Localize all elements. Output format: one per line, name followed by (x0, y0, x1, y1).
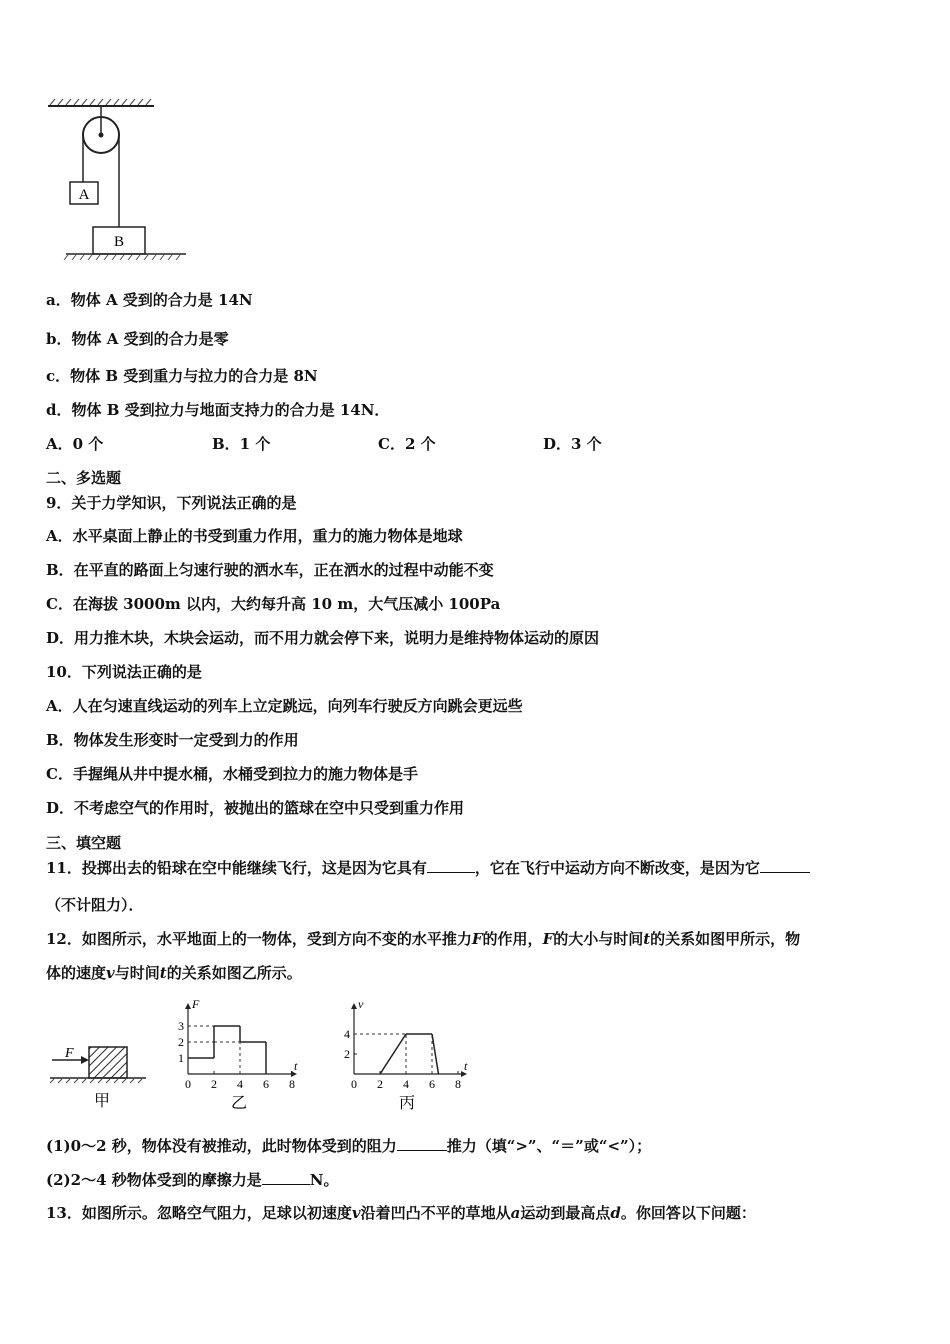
y-tick-label: 3 (178, 1019, 184, 1033)
q9-option-d[interactable]: D．用力推木块，木块会运动，而不用力就会停下来，说明力是维持物体运动的原因 (46, 629, 600, 647)
figure-caption: 乙 (230, 1095, 248, 1112)
q8-statement-d: d．物体 B 受到拉力与地面支持力的合力是 14N． (46, 401, 390, 419)
x-tick-label: 8 (455, 1077, 461, 1091)
y-axis-arrow (185, 1003, 191, 1009)
figure-caption: 丙 (398, 1095, 416, 1112)
x-tick-label: 4 (237, 1077, 243, 1091)
y-tick-label: 2 (178, 1035, 184, 1049)
velocity-time-graph (336, 1000, 476, 1116)
q10-stem: 10．下列说法正确的是 (46, 663, 202, 681)
x-tick-label: 8 (289, 1077, 295, 1091)
q8-option-d[interactable]: D．3 个 (543, 435, 602, 453)
q8-statement-a: a．物体 A 受到的合力是 14N (46, 291, 253, 309)
y-tick-label: 1 (178, 1051, 184, 1065)
pushed-block (89, 1047, 127, 1078)
q11-blank-2[interactable] (760, 858, 810, 873)
section-title-fill: 三、填空题 (46, 834, 122, 852)
x-tick-label: 0 (185, 1077, 191, 1091)
x-axis-label: t (294, 1059, 298, 1073)
q8-option-b[interactable]: B．1 个 (212, 435, 271, 453)
force-time-graph (172, 1000, 308, 1116)
data-segment (432, 1034, 439, 1074)
block-b-label: B (113, 234, 125, 250)
force-label: F (65, 1046, 74, 1061)
q10-option-b[interactable]: B．物体发生形变时一定受到力的作用 (46, 731, 299, 749)
q12-line1: 12．如图所示，水平地面上的一物体，受到方向不变的水平推力F的作用，F的大小与时间t的关系如图甲所示，物 (46, 930, 801, 948)
q8-option-c[interactable]: C．2 个 (378, 435, 436, 453)
data-segment (380, 1034, 406, 1074)
y-tick-label: 4 (344, 1027, 350, 1041)
q8-statement-c: c．物体 B 受到重力与拉力的合力是 8N (46, 367, 318, 385)
x-tick-label: 2 (211, 1077, 217, 1091)
q12-blank-1[interactable] (397, 1136, 447, 1151)
q10-option-a[interactable]: A．人在匀速直线运动的列车上立定跳远，向列车行驶反方向跳会更远些 (46, 697, 523, 715)
q11-line2: （不计阻力）． (46, 896, 144, 914)
x-axis-label: t (464, 1059, 468, 1073)
figure-caption-jia: 甲 (93, 1093, 111, 1110)
q12-sub2: (2)2～4 秒物体受到的摩擦力是 N。 (46, 1171, 339, 1189)
x-tick-label: 2 (377, 1077, 383, 1091)
q13-stem: 13．如图所示。忽略空气阻力，足球以初速度v沿着凹凸不平的草地从a运动到最高点d。你回答以下问题： (46, 1204, 756, 1222)
pulley-figure (46, 96, 196, 264)
x-tick-label: 4 (403, 1077, 409, 1091)
q10-option-d[interactable]: D．不考虑空气的作用时，被抛出的篮球在空中只受到重力作用 (46, 799, 465, 817)
q12-sub1: (1)0～2 秒，物体没有被推动，此时物体受到的阻力 推力（填“>”、“＝”或“<”）； (46, 1137, 652, 1155)
block-a-label: A (78, 187, 90, 203)
q9-option-a[interactable]: A．水平桌面上静止的书受到重力作用，重力的施力物体是地球 (46, 527, 463, 545)
x-tick-label: 6 (263, 1077, 269, 1091)
y-axis-arrow (351, 1003, 357, 1009)
q9-stem: 9．关于力学知识，下列说法正确的是 (46, 494, 297, 512)
q12-line2: 体的速度v与时间t的关系如图乙所示。 (46, 964, 302, 982)
q11-text-2: ，它在飞行中运动方向不断改变，是因为它 (474, 859, 760, 877)
y-axis-label: v (358, 1000, 364, 1011)
section-title-multi: 二、多选题 (46, 469, 122, 487)
q10-option-c[interactable]: C．手握绳从井中提水桶，水桶受到拉力的施力物体是手 (46, 765, 418, 783)
q12-blank-2[interactable] (262, 1170, 310, 1185)
block-figure (48, 1030, 152, 1112)
q11-text-1: 11．投掷出去的铅球在空中能继续飞行，这是因为它具有 (46, 859, 427, 877)
q9-option-b[interactable]: B．在平直的路面上匀速行驶的洒水车，正在洒水的过程中动能不变 (46, 561, 494, 579)
y-tick-label: 2 (344, 1047, 350, 1061)
q9-option-c[interactable]: C．在海拔 3000m 以内，大约每升高 10 m，大气压减小 100Pa (46, 595, 501, 613)
x-tick-label: 6 (429, 1077, 435, 1091)
q11-blank-1[interactable] (427, 858, 475, 873)
y-axis-label: F (192, 1000, 200, 1011)
q8-option-a[interactable]: A．0 个 (46, 435, 104, 453)
q8-statement-b: b．物体 A 受到的合力是零 (46, 330, 229, 348)
q11-line1 (46, 858, 810, 878)
x-tick-label: 0 (351, 1077, 357, 1091)
